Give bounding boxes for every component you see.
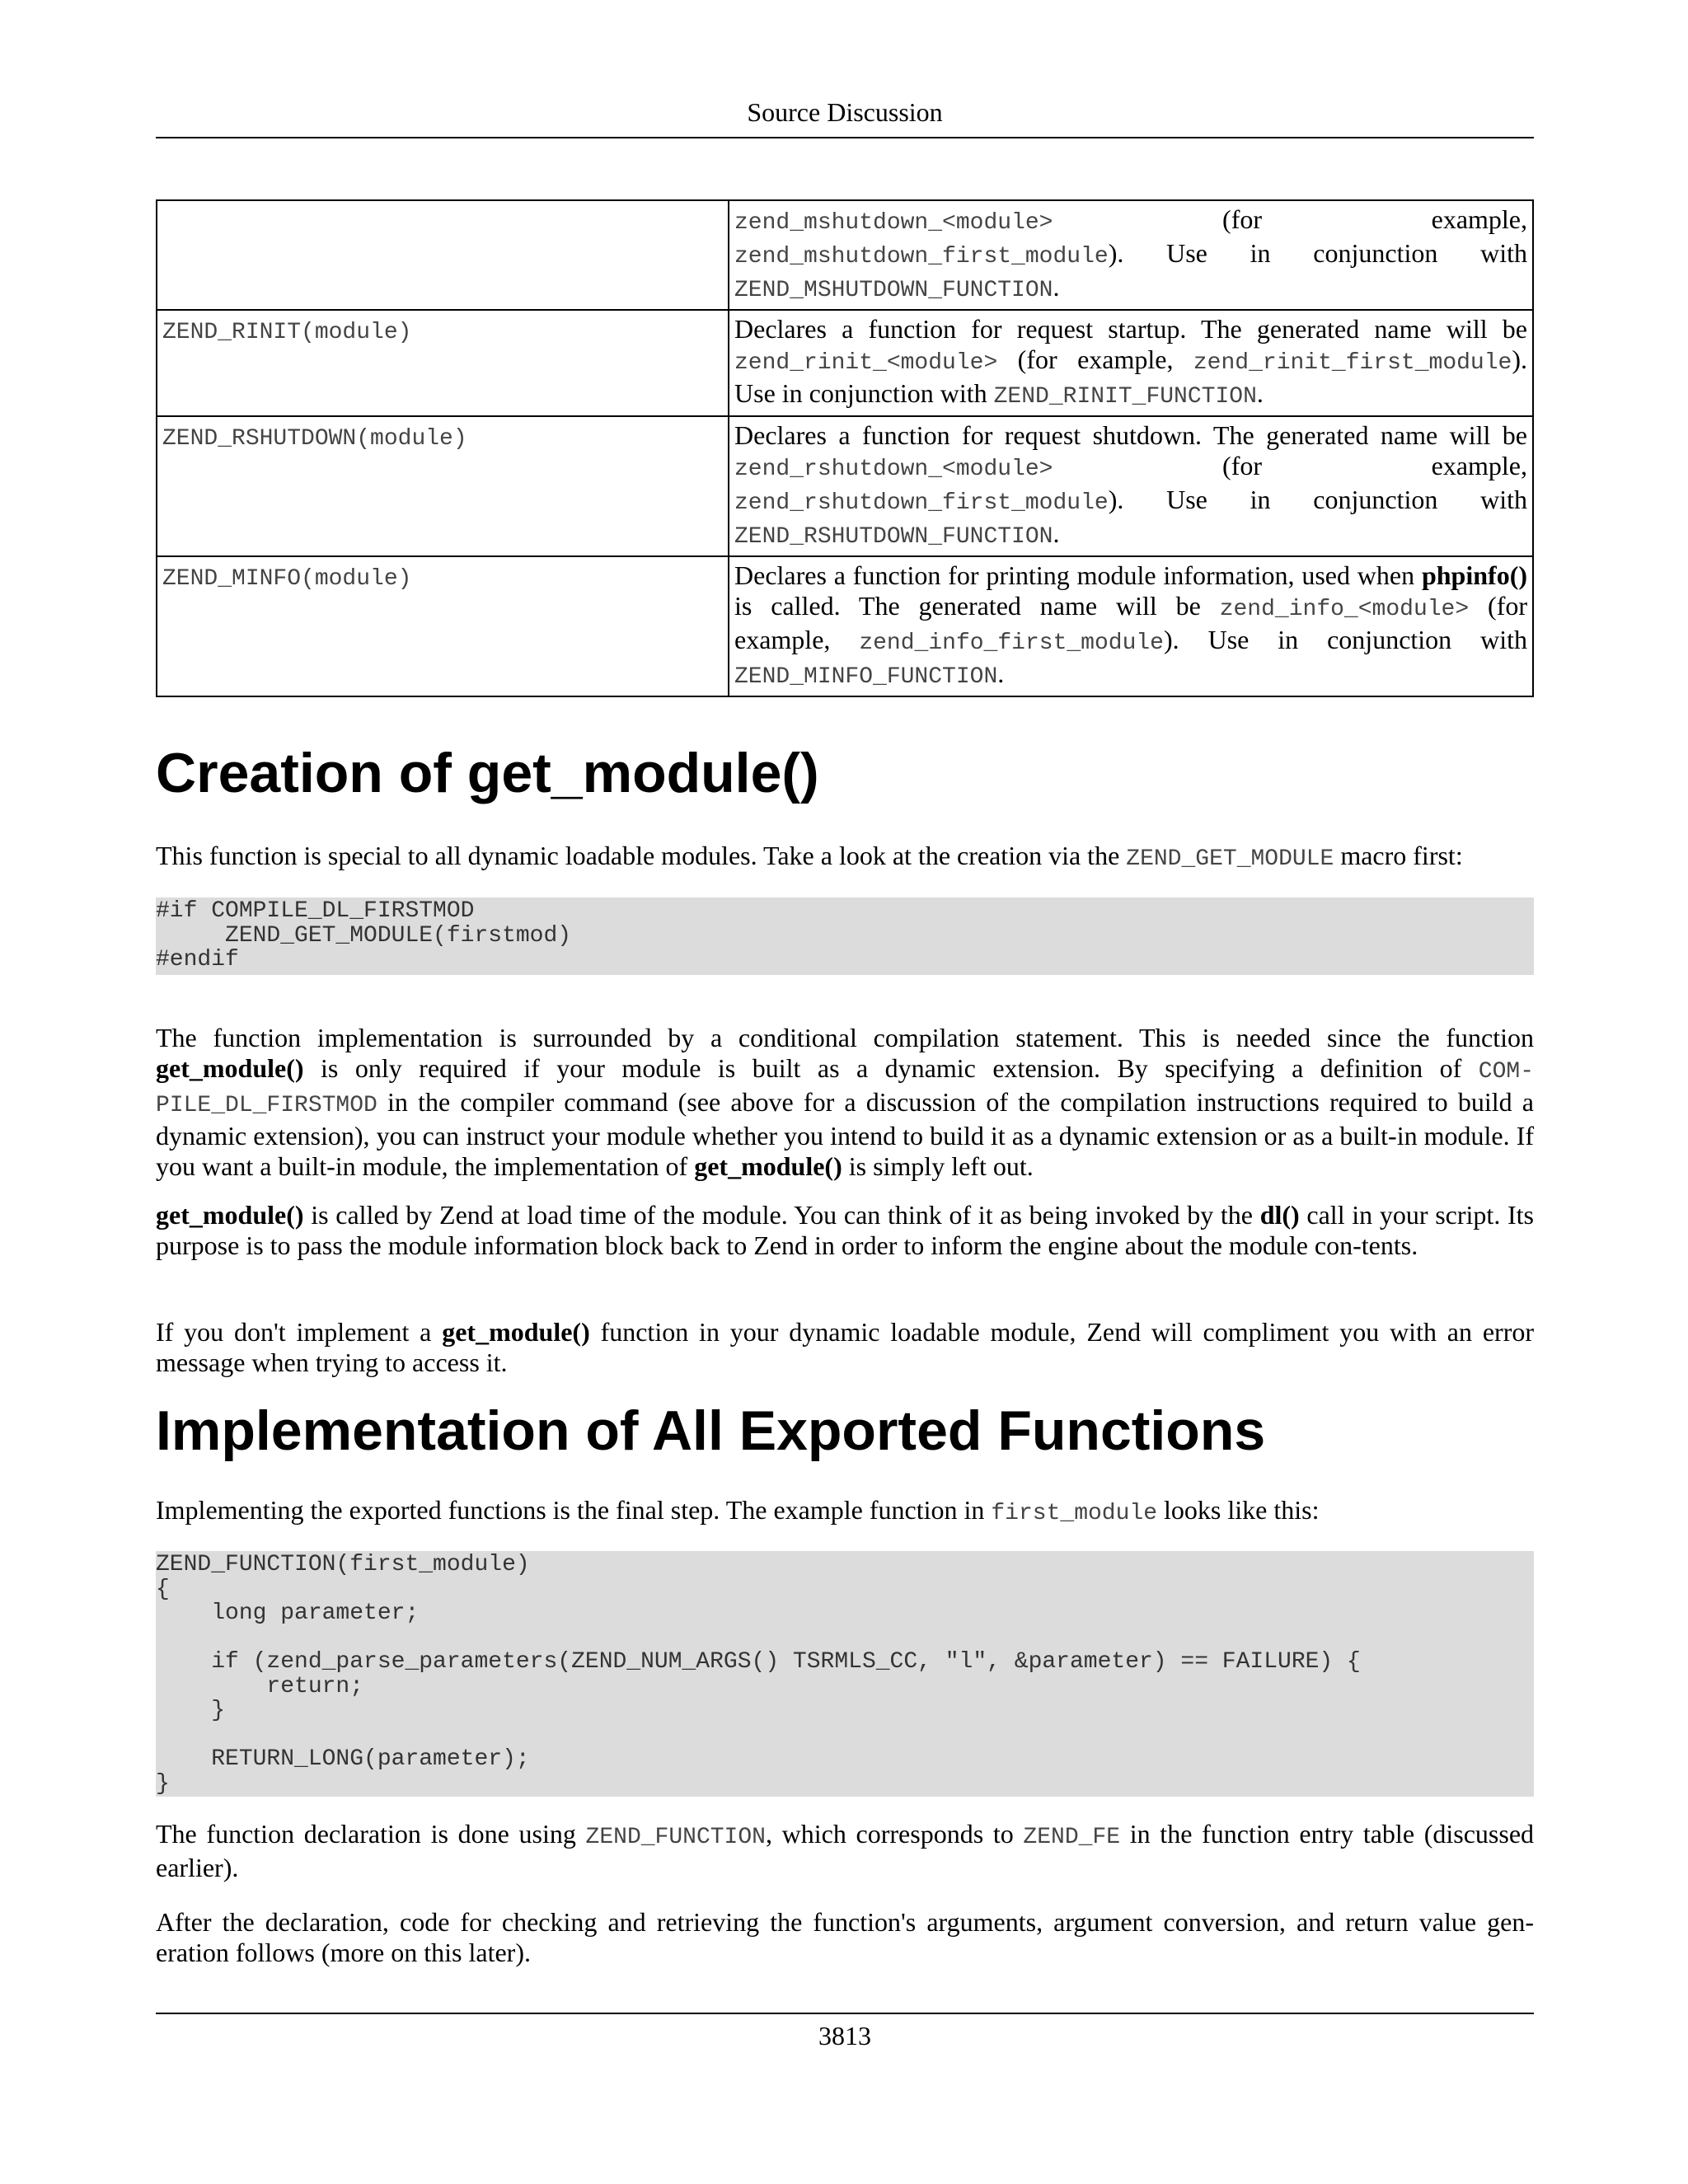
- running-head: Source Discussion: [747, 97, 943, 127]
- get-module-paragraph-2: [156, 1200, 1534, 1261]
- bold-term: get_module(): [156, 1200, 304, 1230]
- code-term: ZEND_RSHUTDOWN_FUNCTION: [734, 524, 1053, 550]
- text-run: is only required if your module is built as a dynamic extension. By specifying a definition of: [303, 1053, 1479, 1083]
- text-run: If you don't implement a: [156, 1317, 443, 1347]
- text-run: This function is special to all dynamic loadable modules. Take a look at the creation via the: [156, 841, 1127, 870]
- text-run: ). Use in conjunction with: [1108, 485, 1527, 514]
- page-number: 3813: [818, 2021, 871, 2050]
- macro-table: [156, 199, 1534, 697]
- table-row: [157, 556, 1533, 696]
- text-run: .: [1256, 378, 1264, 408]
- text-run: (for example,: [734, 591, 1528, 654]
- code-term: zend_rinit_<module>: [734, 350, 998, 376]
- get-module-intro: [156, 841, 1534, 874]
- code-term: ZEND_MINFO_FUNCTION: [734, 664, 998, 690]
- code-term: COM‐PILE_DL_FIRSTMOD: [156, 1059, 1534, 1118]
- code-term: ZEND_FUNCTION: [585, 1825, 766, 1850]
- bold-term: get_module(): [156, 1053, 304, 1083]
- code-term: zend_rshutdown_<module>: [734, 457, 1053, 482]
- code-term: zend_rinit_first_module: [1193, 350, 1512, 376]
- bold-term: dl(): [1259, 1200, 1300, 1230]
- macro-description-cell: [729, 200, 1533, 310]
- code-term: zend_mshutdown_<module>: [734, 210, 1053, 236]
- text-run: function in your dynamic loadable module, Zend will compliment you with an error message when trying to access it.: [156, 1317, 1535, 1377]
- text-run: in the compiler command (see above for a discussion of the compilation instructions required to build a dynamic extension), you can instruct your module whether you intend to build it as a dynamic extension or as a built-in module. If you want a built-in module, the implementation of: [156, 1087, 1534, 1181]
- text-run: ). Use in conjunction with: [734, 344, 1527, 408]
- text-run: , which corresponds to: [765, 1819, 1024, 1849]
- code-term: zend_mshutdown_first_module: [734, 244, 1109, 269]
- code-term: ZEND_MSHUTDOWN_FUNCTION: [734, 278, 1053, 303]
- text-run: Implementing the exported functions is the final step. The example function in: [156, 1495, 992, 1525]
- section-heading-exported-functions: Implementation of All Exported Functions: [156, 1399, 1266, 1462]
- text-run: Declares a function for request shutdown. The generated name will be: [734, 420, 1527, 450]
- bold-term: phpinfo(): [1421, 560, 1527, 590]
- text-run: call in your script. Its purpose is to pass the module information block back to Zend in order to inform the engine about the module con‐tents.: [156, 1200, 1535, 1260]
- code-block-get-module: #if COMPILE_DL_FIRSTMOD ZEND_GET_MODULE(firstmod) #endif: [156, 898, 1534, 975]
- text-run: in the function entry table (discussed earlier).: [156, 1819, 1535, 1882]
- code-term: ZEND_RINIT_FUNCTION: [993, 384, 1257, 410]
- text-run: Declares a function for request startup. The generated name will be: [734, 314, 1527, 344]
- text-run: The function implementation is surrounded by a conditional compilation statement. This is needed since the function: [156, 1023, 1534, 1052]
- text-run: ). Use in conjunction with: [1108, 238, 1527, 268]
- text-run: is called. The generated name will be: [734, 591, 1220, 621]
- text-run: macro first:: [1334, 841, 1463, 870]
- table-row: [157, 310, 1533, 416]
- text-run: After the declaration, code for checking and retrieving the function's arguments, argument conversion, and return value gen‐eration follows (more on this later).: [156, 1907, 1534, 1967]
- text-run: (for example,: [1053, 204, 1527, 234]
- table-row: [157, 200, 1533, 310]
- macro-description-cell: [729, 416, 1533, 556]
- text-run: .: [1053, 518, 1060, 548]
- exported-paragraph-2: [156, 1907, 1534, 1968]
- header-rule: [156, 137, 1534, 138]
- text-run: is simply left out.: [842, 1151, 1034, 1181]
- text-run: ). Use in conjunction with: [1164, 625, 1528, 654]
- footer-rule: [156, 2013, 1534, 2014]
- exported-intro: [156, 1495, 1534, 1529]
- text-run: looks like this:: [1157, 1495, 1320, 1525]
- bold-term: get_module(): [694, 1151, 842, 1181]
- code-term: zend_rshutdown_first_module: [734, 490, 1109, 516]
- text-run: Declares a function for printing module information, used when: [734, 560, 1422, 590]
- get-module-paragraph-3: [156, 1317, 1534, 1378]
- macro-name-cell: ZEND_RSHUTDOWN(module): [157, 416, 729, 556]
- text-run: The function declaration is done using: [156, 1819, 586, 1849]
- code-term: ZEND_GET_MODULE: [1126, 846, 1334, 872]
- code-term: ZEND_FE: [1023, 1825, 1121, 1850]
- text-run: is called by Zend at load time of the module. You can think of it as being invoked by the: [303, 1200, 1260, 1230]
- code-block-first-module: ZEND_FUNCTION(first_module) { long parameter; if (zend_parse_parameters(ZEND_NUM_ARGS() TSRMLS_CC, "l", &parameter) == FAILURE) { return; } RETURN_LONG(parameter); }: [156, 1551, 1534, 1797]
- code-term: first_module: [991, 1501, 1158, 1526]
- code-term: zend_info_first_module: [859, 630, 1164, 656]
- code-term: zend_info_<module>: [1219, 597, 1470, 622]
- bold-term: get_module(): [442, 1317, 590, 1347]
- section-heading-get-module: Creation of get_module(): [156, 742, 819, 804]
- macro-name-cell: ZEND_MINFO(module): [157, 556, 729, 696]
- macro-name-cell: ZEND_RINIT(module): [157, 310, 729, 416]
- macro-description-cell: [729, 310, 1533, 416]
- macro-name-cell: [157, 200, 729, 310]
- text-run: .: [997, 658, 1005, 688]
- text-run: .: [1053, 272, 1060, 302]
- exported-paragraph-1: [156, 1819, 1534, 1883]
- macro-description-cell: [729, 556, 1533, 696]
- text-run: (for example,: [997, 344, 1193, 374]
- table-row: [157, 416, 1533, 556]
- get-module-paragraph-1: [156, 1023, 1534, 1182]
- text-run: (for example,: [1053, 451, 1527, 480]
